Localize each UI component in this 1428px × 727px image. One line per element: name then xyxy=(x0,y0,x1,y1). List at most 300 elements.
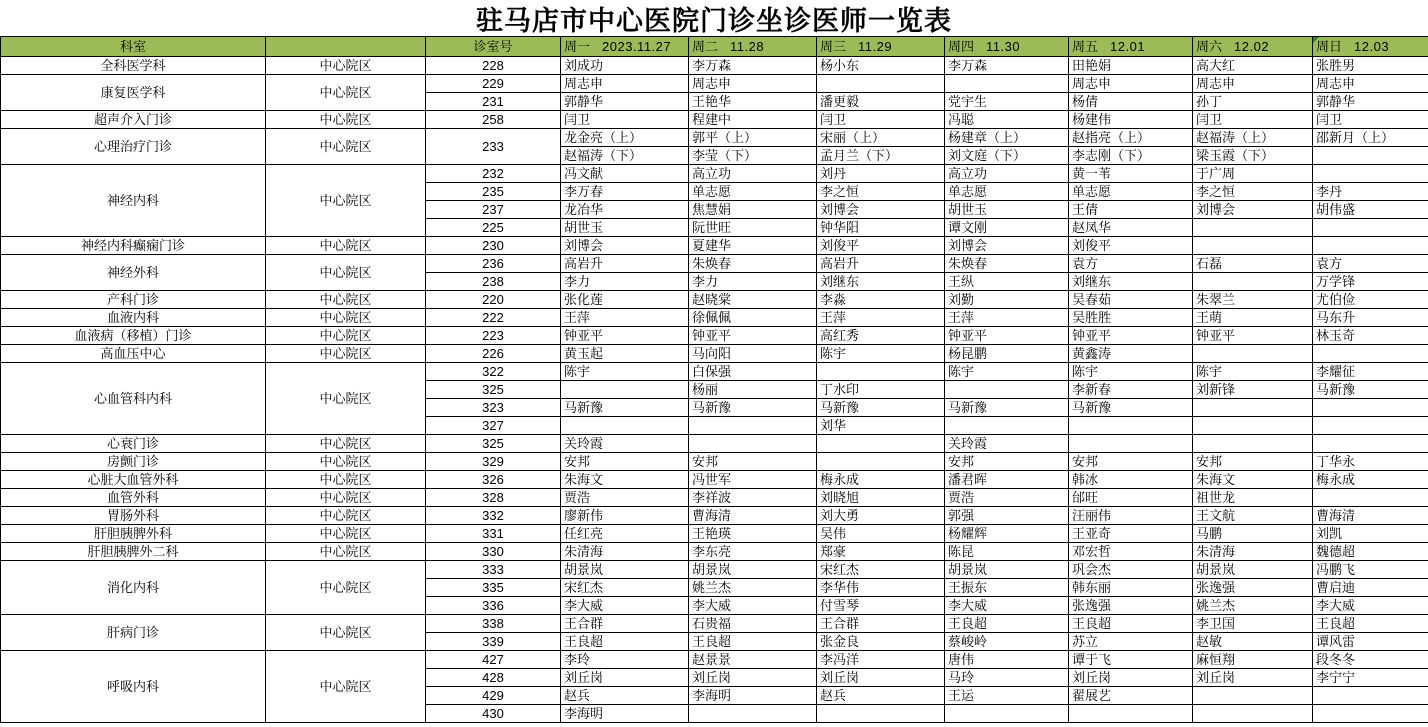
empty-cell[interactable] xyxy=(945,75,1069,93)
doctor-cell[interactable]: 王振东 xyxy=(945,579,1069,597)
doctor-cell[interactable]: 田艳娟 xyxy=(1069,57,1193,75)
doctor-cell[interactable]: 刘成功 xyxy=(561,57,689,75)
doctor-cell[interactable]: 朱海文 xyxy=(1193,471,1313,489)
doctor-cell[interactable]: 梅永成 xyxy=(1313,471,1428,489)
department-cell[interactable]: 心理治疗门诊 xyxy=(1,129,266,165)
department-cell[interactable]: 产科门诊 xyxy=(1,291,266,309)
doctor-cell[interactable]: 陈宇 xyxy=(1193,363,1313,381)
doctor-cell[interactable]: 林玉奇 xyxy=(1313,327,1428,345)
doctor-cell[interactable]: 谭文刚 xyxy=(945,219,1069,237)
doctor-cell[interactable]: 冯文献 xyxy=(561,165,689,183)
doctor-cell[interactable]: 刘博会 xyxy=(817,201,945,219)
doctor-cell[interactable]: 安邦 xyxy=(1069,453,1193,471)
empty-cell[interactable] xyxy=(1313,237,1428,255)
doctor-cell[interactable]: 翟展艺 xyxy=(1069,687,1193,705)
room-number-cell[interactable]: 228 xyxy=(426,57,561,75)
doctor-cell[interactable]: 李志刚（下） xyxy=(1069,147,1193,165)
empty-cell[interactable] xyxy=(945,417,1069,435)
doctor-cell[interactable]: 万学锋 xyxy=(1313,273,1428,291)
header-day-5[interactable] xyxy=(1069,37,1193,57)
room-number-cell[interactable]: 238 xyxy=(426,273,561,291)
empty-cell[interactable] xyxy=(945,381,1069,399)
doctor-cell[interactable]: 马鹏 xyxy=(1193,525,1313,543)
department-cell[interactable]: 血液病（移植）门诊 xyxy=(1,327,266,345)
doctor-cell[interactable]: 冯鹏飞 xyxy=(1313,561,1428,579)
doctor-cell[interactable]: 王合群 xyxy=(817,615,945,633)
doctor-cell[interactable]: 胡景岚 xyxy=(945,561,1069,579)
doctor-cell[interactable]: 刘丘岗 xyxy=(561,669,689,687)
doctor-cell[interactable]: 于广周 xyxy=(1193,165,1313,183)
doctor-cell[interactable]: 马新豫 xyxy=(1069,399,1193,417)
room-number-cell[interactable]: 331 xyxy=(426,525,561,543)
doctor-cell[interactable]: 李海明 xyxy=(561,705,689,723)
doctor-cell[interactable]: 郭静华 xyxy=(1313,93,1428,111)
doctor-cell[interactable]: 潘更毅 xyxy=(817,93,945,111)
doctor-cell[interactable]: 马新豫 xyxy=(561,399,689,417)
doctor-cell[interactable]: 陈宇 xyxy=(561,363,689,381)
doctor-cell[interactable]: 陈宇 xyxy=(945,363,1069,381)
doctor-cell[interactable]: 陈宇 xyxy=(1069,363,1193,381)
doctor-cell[interactable]: 高立功 xyxy=(945,165,1069,183)
department-cell[interactable]: 神经内科癫痫门诊 xyxy=(1,237,266,255)
department-cell[interactable]: 肝胆胰脾外科 xyxy=(1,525,266,543)
empty-cell[interactable] xyxy=(1313,705,1428,723)
doctor-cell[interactable]: 黄一苇 xyxy=(1069,165,1193,183)
header-day-3[interactable] xyxy=(817,37,945,57)
doctor-cell[interactable]: 汪丽伟 xyxy=(1069,507,1193,525)
department-cell[interactable]: 心脏大血管外科 xyxy=(1,471,266,489)
doctor-cell[interactable]: 刘勤 xyxy=(945,291,1069,309)
doctor-cell[interactable]: 宋丽（上） xyxy=(817,129,945,147)
empty-cell[interactable] xyxy=(1069,705,1193,723)
doctor-cell[interactable]: 王萍 xyxy=(817,309,945,327)
doctor-cell[interactable]: 韩冰 xyxy=(1069,471,1193,489)
room-number-cell[interactable]: 220 xyxy=(426,291,561,309)
doctor-cell[interactable]: 胡世玉 xyxy=(945,201,1069,219)
doctor-cell[interactable]: 周志申 xyxy=(689,75,817,93)
campus-cell[interactable]: 中心院区 xyxy=(266,165,426,237)
doctor-cell[interactable]: 李大威 xyxy=(561,597,689,615)
room-number-cell[interactable]: 335 xyxy=(426,579,561,597)
campus-cell[interactable]: 中心院区 xyxy=(266,651,426,723)
doctor-cell[interactable]: 刘文庭（下） xyxy=(945,147,1069,165)
department-cell[interactable]: 血管外科 xyxy=(1,489,266,507)
doctor-cell[interactable]: 刘丘岗 xyxy=(1193,669,1313,687)
doctor-cell[interactable]: 钟亚平 xyxy=(945,327,1069,345)
doctor-cell[interactable]: 杨建伟 xyxy=(1069,111,1193,129)
doctor-cell[interactable]: 陈昆 xyxy=(945,543,1069,561)
doctor-cell[interactable]: 石贵福 xyxy=(689,615,817,633)
doctor-cell[interactable]: 丁华永 xyxy=(1313,453,1428,471)
doctor-cell[interactable]: 马新豫 xyxy=(945,399,1069,417)
room-number-cell[interactable]: 326 xyxy=(426,471,561,489)
room-number-cell[interactable]: 229 xyxy=(426,75,561,93)
empty-cell[interactable] xyxy=(1193,345,1313,363)
department-cell[interactable]: 呼吸内科 xyxy=(1,651,266,723)
room-number-cell[interactable]: 223 xyxy=(426,327,561,345)
campus-cell[interactable]: 中心院区 xyxy=(266,471,426,489)
doctor-cell[interactable]: 程建中 xyxy=(689,111,817,129)
doctor-cell[interactable]: 阮世旺 xyxy=(689,219,817,237)
doctor-cell[interactable]: 刘博会 xyxy=(1193,201,1313,219)
doctor-cell[interactable]: 周志申 xyxy=(1313,75,1428,93)
doctor-cell[interactable]: 陈宇 xyxy=(817,345,945,363)
doctor-cell[interactable]: 邰旺 xyxy=(1069,489,1193,507)
campus-cell[interactable]: 中心院区 xyxy=(266,615,426,651)
department-cell[interactable]: 心衰门诊 xyxy=(1,435,266,453)
doctor-cell[interactable]: 李华伟 xyxy=(817,579,945,597)
doctor-cell[interactable]: 李大威 xyxy=(689,597,817,615)
doctor-cell[interactable]: 王艳瑛 xyxy=(689,525,817,543)
doctor-cell[interactable]: 杨昆鹏 xyxy=(945,345,1069,363)
doctor-cell[interactable]: 马新豫 xyxy=(1313,381,1428,399)
empty-cell[interactable] xyxy=(689,417,817,435)
doctor-cell[interactable]: 钟亚平 xyxy=(1069,327,1193,345)
room-number-cell[interactable]: 339 xyxy=(426,633,561,651)
empty-cell[interactable] xyxy=(817,435,945,453)
empty-cell[interactable] xyxy=(817,705,945,723)
empty-cell[interactable] xyxy=(1069,435,1193,453)
doctor-cell[interactable]: 朱清海 xyxy=(1193,543,1313,561)
doctor-cell[interactable]: 王倩 xyxy=(1069,201,1193,219)
empty-cell[interactable] xyxy=(1193,435,1313,453)
doctor-cell[interactable]: 李新春 xyxy=(1069,381,1193,399)
doctor-cell[interactable]: 李淼 xyxy=(817,291,945,309)
doctor-cell[interactable]: 李卫国 xyxy=(1193,615,1313,633)
empty-cell[interactable] xyxy=(817,363,945,381)
doctor-cell[interactable]: 刘博会 xyxy=(561,237,689,255)
empty-cell[interactable] xyxy=(561,381,689,399)
room-number-cell[interactable]: 226 xyxy=(426,345,561,363)
room-number-cell[interactable]: 428 xyxy=(426,669,561,687)
doctor-cell[interactable]: 尤伯俭 xyxy=(1313,291,1428,309)
doctor-cell[interactable]: 谭风雷 xyxy=(1313,633,1428,651)
empty-cell[interactable] xyxy=(1313,417,1428,435)
doctor-cell[interactable]: 杨倩 xyxy=(1069,93,1193,111)
room-number-cell[interactable]: 333 xyxy=(426,561,561,579)
doctor-cell[interactable]: 李力 xyxy=(561,273,689,291)
doctor-cell[interactable]: 安邦 xyxy=(1193,453,1313,471)
doctor-cell[interactable]: 潘君晖 xyxy=(945,471,1069,489)
doctor-cell[interactable]: 朱焕春 xyxy=(945,255,1069,273)
doctor-cell[interactable]: 王萍 xyxy=(561,309,689,327)
doctor-cell[interactable]: 李莹（下） xyxy=(689,147,817,165)
room-number-cell[interactable]: 330 xyxy=(426,543,561,561)
empty-cell[interactable] xyxy=(1193,237,1313,255)
doctor-cell[interactable]: 袁方 xyxy=(1313,255,1428,273)
doctor-cell[interactable]: 单志愿 xyxy=(1069,183,1193,201)
doctor-cell[interactable]: 李力 xyxy=(689,273,817,291)
empty-cell[interactable] xyxy=(1313,147,1428,165)
room-number-cell[interactable]: 237 xyxy=(426,201,561,219)
doctor-cell[interactable]: 李万森 xyxy=(689,57,817,75)
empty-cell[interactable] xyxy=(689,435,817,453)
doctor-cell[interactable]: 马向阳 xyxy=(689,345,817,363)
doctor-cell[interactable]: 祖世龙 xyxy=(1193,489,1313,507)
doctor-cell[interactable]: 廖新伟 xyxy=(561,507,689,525)
doctor-cell[interactable]: 胡伟盛 xyxy=(1313,201,1428,219)
doctor-cell[interactable]: 刘继东 xyxy=(1069,273,1193,291)
doctor-cell[interactable]: 李祥波 xyxy=(689,489,817,507)
doctor-cell[interactable]: 王良超 xyxy=(1069,615,1193,633)
empty-cell[interactable] xyxy=(1193,399,1313,417)
doctor-cell[interactable]: 李海明 xyxy=(689,687,817,705)
doctor-cell[interactable]: 高岩升 xyxy=(817,255,945,273)
room-number-cell[interactable]: 322 xyxy=(426,363,561,381)
doctor-cell[interactable]: 张逸强 xyxy=(1193,579,1313,597)
doctor-cell[interactable]: 闫卫 xyxy=(817,111,945,129)
campus-cell[interactable]: 中心院区 xyxy=(266,129,426,165)
doctor-cell[interactable]: 贾浩 xyxy=(561,489,689,507)
campus-cell[interactable]: 中心院区 xyxy=(266,561,426,615)
room-number-cell[interactable]: 323 xyxy=(426,399,561,417)
doctor-cell[interactable]: 冯聪 xyxy=(945,111,1069,129)
empty-cell[interactable] xyxy=(1313,399,1428,417)
doctor-cell[interactable]: 赵福涛（下） xyxy=(561,147,689,165)
doctor-cell[interactable]: 赵敏 xyxy=(1193,633,1313,651)
doctor-cell[interactable]: 李玲 xyxy=(561,651,689,669)
doctor-cell[interactable]: 郭静华 xyxy=(561,93,689,111)
doctor-cell[interactable]: 王良超 xyxy=(561,633,689,651)
doctor-cell[interactable]: 谭于飞 xyxy=(1069,651,1193,669)
doctor-cell[interactable]: 李冯洋 xyxy=(817,651,945,669)
doctor-cell[interactable]: 刘继东 xyxy=(817,273,945,291)
doctor-cell[interactable]: 朱海文 xyxy=(561,471,689,489)
doctor-cell[interactable]: 闫卫 xyxy=(1313,111,1428,129)
doctor-cell[interactable]: 安邦 xyxy=(561,453,689,471)
room-number-cell[interactable]: 336 xyxy=(426,597,561,615)
department-cell[interactable]: 肝病门诊 xyxy=(1,615,266,651)
doctor-cell[interactable]: 唐伟 xyxy=(945,651,1069,669)
campus-cell[interactable]: 中心院区 xyxy=(266,489,426,507)
room-number-cell[interactable]: 236 xyxy=(426,255,561,273)
doctor-cell[interactable]: 丁水印 xyxy=(817,381,945,399)
doctor-cell[interactable]: 高大红 xyxy=(1193,57,1313,75)
doctor-cell[interactable]: 李宁宁 xyxy=(1313,669,1428,687)
campus-cell[interactable]: 中心院区 xyxy=(266,111,426,129)
department-cell[interactable]: 肝胆胰脾外二科 xyxy=(1,543,266,561)
doctor-cell[interactable]: 黄玉起 xyxy=(561,345,689,363)
campus-cell[interactable]: 中心院区 xyxy=(266,237,426,255)
doctor-cell[interactable]: 刘丘岗 xyxy=(817,669,945,687)
doctor-cell[interactable]: 王文航 xyxy=(1193,507,1313,525)
campus-cell[interactable]: 中心院区 xyxy=(266,291,426,309)
doctor-cell[interactable]: 钟华阳 xyxy=(817,219,945,237)
doctor-cell[interactable]: 钟亚平 xyxy=(1193,327,1313,345)
doctor-cell[interactable]: 杨小东 xyxy=(817,57,945,75)
doctor-cell[interactable]: 高立功 xyxy=(689,165,817,183)
empty-cell[interactable] xyxy=(1069,417,1193,435)
doctor-cell[interactable]: 马玲 xyxy=(945,669,1069,687)
room-number-cell[interactable]: 222 xyxy=(426,309,561,327)
doctor-cell[interactable]: 胡景岚 xyxy=(561,561,689,579)
doctor-cell[interactable]: 胡景岚 xyxy=(689,561,817,579)
doctor-cell[interactable]: 苏立 xyxy=(1069,633,1193,651)
campus-cell[interactable]: 中心院区 xyxy=(266,435,426,453)
campus-cell[interactable]: 中心院区 xyxy=(266,507,426,525)
doctor-cell[interactable]: 赵福涛（上） xyxy=(1193,129,1313,147)
doctor-cell[interactable]: 张逸强 xyxy=(1069,597,1193,615)
doctor-cell[interactable]: 刘华 xyxy=(817,417,945,435)
doctor-cell[interactable]: 赵兵 xyxy=(561,687,689,705)
campus-cell[interactable]: 中心院区 xyxy=(266,57,426,75)
doctor-cell[interactable]: 杨丽 xyxy=(689,381,817,399)
campus-cell[interactable]: 中心院区 xyxy=(266,525,426,543)
header-day-6[interactable] xyxy=(1193,37,1313,57)
doctor-cell[interactable]: 宋红杰 xyxy=(561,579,689,597)
doctor-cell[interactable]: 赵指亮（上） xyxy=(1069,129,1193,147)
doctor-cell[interactable]: 宋红杰 xyxy=(817,561,945,579)
doctor-cell[interactable]: 单志愿 xyxy=(945,183,1069,201)
department-cell[interactable]: 消化内科 xyxy=(1,561,266,615)
doctor-cell[interactable]: 姚兰杰 xyxy=(1193,597,1313,615)
department-cell[interactable]: 胃肠外科 xyxy=(1,507,266,525)
doctor-cell[interactable]: 王纵 xyxy=(945,273,1069,291)
empty-cell[interactable] xyxy=(1313,345,1428,363)
doctor-cell[interactable]: 王萌 xyxy=(1193,309,1313,327)
doctor-cell[interactable]: 高红秀 xyxy=(817,327,945,345)
room-number-cell[interactable]: 230 xyxy=(426,237,561,255)
department-cell[interactable]: 房颤门诊 xyxy=(1,453,266,471)
campus-cell[interactable]: 中心院区 xyxy=(266,255,426,291)
doctor-cell[interactable]: 王亚奇 xyxy=(1069,525,1193,543)
doctor-cell[interactable]: 闫卫 xyxy=(1193,111,1313,129)
department-cell[interactable]: 康复医学科 xyxy=(1,75,266,111)
doctor-cell[interactable]: 王艳华 xyxy=(689,93,817,111)
doctor-cell[interactable]: 吴伟 xyxy=(817,525,945,543)
doctor-cell[interactable]: 梁玉霞（下） xyxy=(1193,147,1313,165)
room-number-cell[interactable]: 325 xyxy=(426,381,561,399)
doctor-cell[interactable]: 朱翠兰 xyxy=(1193,291,1313,309)
doctor-cell[interactable]: 李丹 xyxy=(1313,183,1428,201)
doctor-cell[interactable]: 赵景景 xyxy=(689,651,817,669)
department-cell[interactable]: 神经外科 xyxy=(1,255,266,291)
empty-cell[interactable] xyxy=(561,417,689,435)
doctor-cell[interactable]: 马东升 xyxy=(1313,309,1428,327)
doctor-cell[interactable]: 李万森 xyxy=(945,57,1069,75)
room-number-cell[interactable]: 427 xyxy=(426,651,561,669)
doctor-cell[interactable]: 邵新月（上） xyxy=(1313,129,1428,147)
empty-cell[interactable] xyxy=(1193,417,1313,435)
empty-cell[interactable] xyxy=(689,705,817,723)
empty-cell[interactable] xyxy=(945,705,1069,723)
header-room[interactable]: 诊室号 xyxy=(426,37,561,57)
doctor-cell[interactable]: 王萍 xyxy=(945,309,1069,327)
doctor-cell[interactable]: 贾浩 xyxy=(945,489,1069,507)
doctor-cell[interactable]: 姚兰杰 xyxy=(689,579,817,597)
empty-cell[interactable] xyxy=(817,453,945,471)
doctor-cell[interactable]: 周志申 xyxy=(1193,75,1313,93)
room-number-cell[interactable]: 329 xyxy=(426,453,561,471)
doctor-cell[interactable]: 郭强 xyxy=(945,507,1069,525)
empty-cell[interactable] xyxy=(1193,687,1313,705)
header-campus[interactable] xyxy=(266,37,426,57)
room-number-cell[interactable]: 231 xyxy=(426,93,561,111)
doctor-cell[interactable]: 赵凤华 xyxy=(1069,219,1193,237)
doctor-cell[interactable]: 石磊 xyxy=(1193,255,1313,273)
doctor-cell[interactable]: 李耀征 xyxy=(1313,363,1428,381)
doctor-cell[interactable]: 吴胜胜 xyxy=(1069,309,1193,327)
doctor-cell[interactable]: 李大威 xyxy=(945,597,1069,615)
doctor-cell[interactable]: 付雪琴 xyxy=(817,597,945,615)
doctor-cell[interactable]: 单志愿 xyxy=(689,183,817,201)
doctor-cell[interactable]: 徐佩佩 xyxy=(689,309,817,327)
doctor-cell[interactable]: 高岩升 xyxy=(561,255,689,273)
doctor-cell[interactable]: 刘晓旭 xyxy=(817,489,945,507)
doctor-cell[interactable]: 朱清海 xyxy=(561,543,689,561)
doctor-cell[interactable]: 党宇生 xyxy=(945,93,1069,111)
doctor-cell[interactable]: 张化莲 xyxy=(561,291,689,309)
doctor-cell[interactable]: 孙丁 xyxy=(1193,93,1313,111)
doctor-cell[interactable]: 刘丘岗 xyxy=(1069,669,1193,687)
doctor-cell[interactable]: 李大威 xyxy=(1313,597,1428,615)
doctor-cell[interactable]: 曹海清 xyxy=(689,507,817,525)
doctor-cell[interactable]: 郑豪 xyxy=(817,543,945,561)
room-number-cell[interactable]: 325 xyxy=(426,435,561,453)
empty-cell[interactable] xyxy=(1313,687,1428,705)
doctor-cell[interactable]: 马新豫 xyxy=(817,399,945,417)
empty-cell[interactable] xyxy=(1193,705,1313,723)
room-number-cell[interactable]: 233 xyxy=(426,129,561,165)
campus-cell[interactable]: 中心院区 xyxy=(266,327,426,345)
room-number-cell[interactable]: 429 xyxy=(426,687,561,705)
doctor-cell[interactable]: 任红亮 xyxy=(561,525,689,543)
doctor-cell[interactable]: 袁方 xyxy=(1069,255,1193,273)
empty-cell[interactable] xyxy=(1193,219,1313,237)
empty-cell[interactable] xyxy=(817,75,945,93)
campus-cell[interactable]: 中心院区 xyxy=(266,543,426,561)
room-number-cell[interactable]: 232 xyxy=(426,165,561,183)
doctor-cell[interactable]: 马新豫 xyxy=(689,399,817,417)
doctor-cell[interactable]: 王良超 xyxy=(1313,615,1428,633)
doctor-cell[interactable]: 王良超 xyxy=(689,633,817,651)
doctor-cell[interactable]: 韩东丽 xyxy=(1069,579,1193,597)
campus-cell[interactable]: 中心院区 xyxy=(266,363,426,435)
doctor-cell[interactable]: 李东亮 xyxy=(689,543,817,561)
room-number-cell[interactable]: 338 xyxy=(426,615,561,633)
doctor-cell[interactable]: 段冬冬 xyxy=(1313,651,1428,669)
doctor-cell[interactable]: 钟亚平 xyxy=(689,327,817,345)
doctor-cell[interactable]: 梅永成 xyxy=(817,471,945,489)
campus-cell[interactable]: 中心院区 xyxy=(266,453,426,471)
doctor-cell[interactable]: 龙冶华 xyxy=(561,201,689,219)
empty-cell[interactable] xyxy=(1193,273,1313,291)
header-dept[interactable]: 科室 xyxy=(1,37,266,57)
room-number-cell[interactable]: 258 xyxy=(426,111,561,129)
department-cell[interactable]: 超声介入门诊 xyxy=(1,111,266,129)
doctor-cell[interactable]: 张胜男 xyxy=(1313,57,1428,75)
doctor-cell[interactable]: 刘博会 xyxy=(945,237,1069,255)
doctor-cell[interactable]: 冯世军 xyxy=(689,471,817,489)
doctor-cell[interactable]: 杨耀辉 xyxy=(945,525,1069,543)
empty-cell[interactable] xyxy=(1313,489,1428,507)
doctor-cell[interactable]: 刘俊平 xyxy=(1069,237,1193,255)
doctor-cell[interactable]: 李万春 xyxy=(561,183,689,201)
department-cell[interactable]: 高血压中心 xyxy=(1,345,266,363)
room-number-cell[interactable]: 328 xyxy=(426,489,561,507)
doctor-cell[interactable]: 李之恒 xyxy=(1193,183,1313,201)
header-day-1[interactable] xyxy=(561,37,689,57)
doctor-cell[interactable]: 龙金亮（上） xyxy=(561,129,689,147)
campus-cell[interactable]: 中心院区 xyxy=(266,309,426,327)
doctor-cell[interactable]: 郭平（上） xyxy=(689,129,817,147)
empty-cell[interactable] xyxy=(1313,219,1428,237)
doctor-cell[interactable]: 魏德超 xyxy=(1313,543,1428,561)
doctor-cell[interactable]: 朱焕春 xyxy=(689,255,817,273)
empty-cell[interactable] xyxy=(1313,435,1428,453)
doctor-cell[interactable]: 刘新锋 xyxy=(1193,381,1313,399)
doctor-cell[interactable]: 胡世玉 xyxy=(561,219,689,237)
